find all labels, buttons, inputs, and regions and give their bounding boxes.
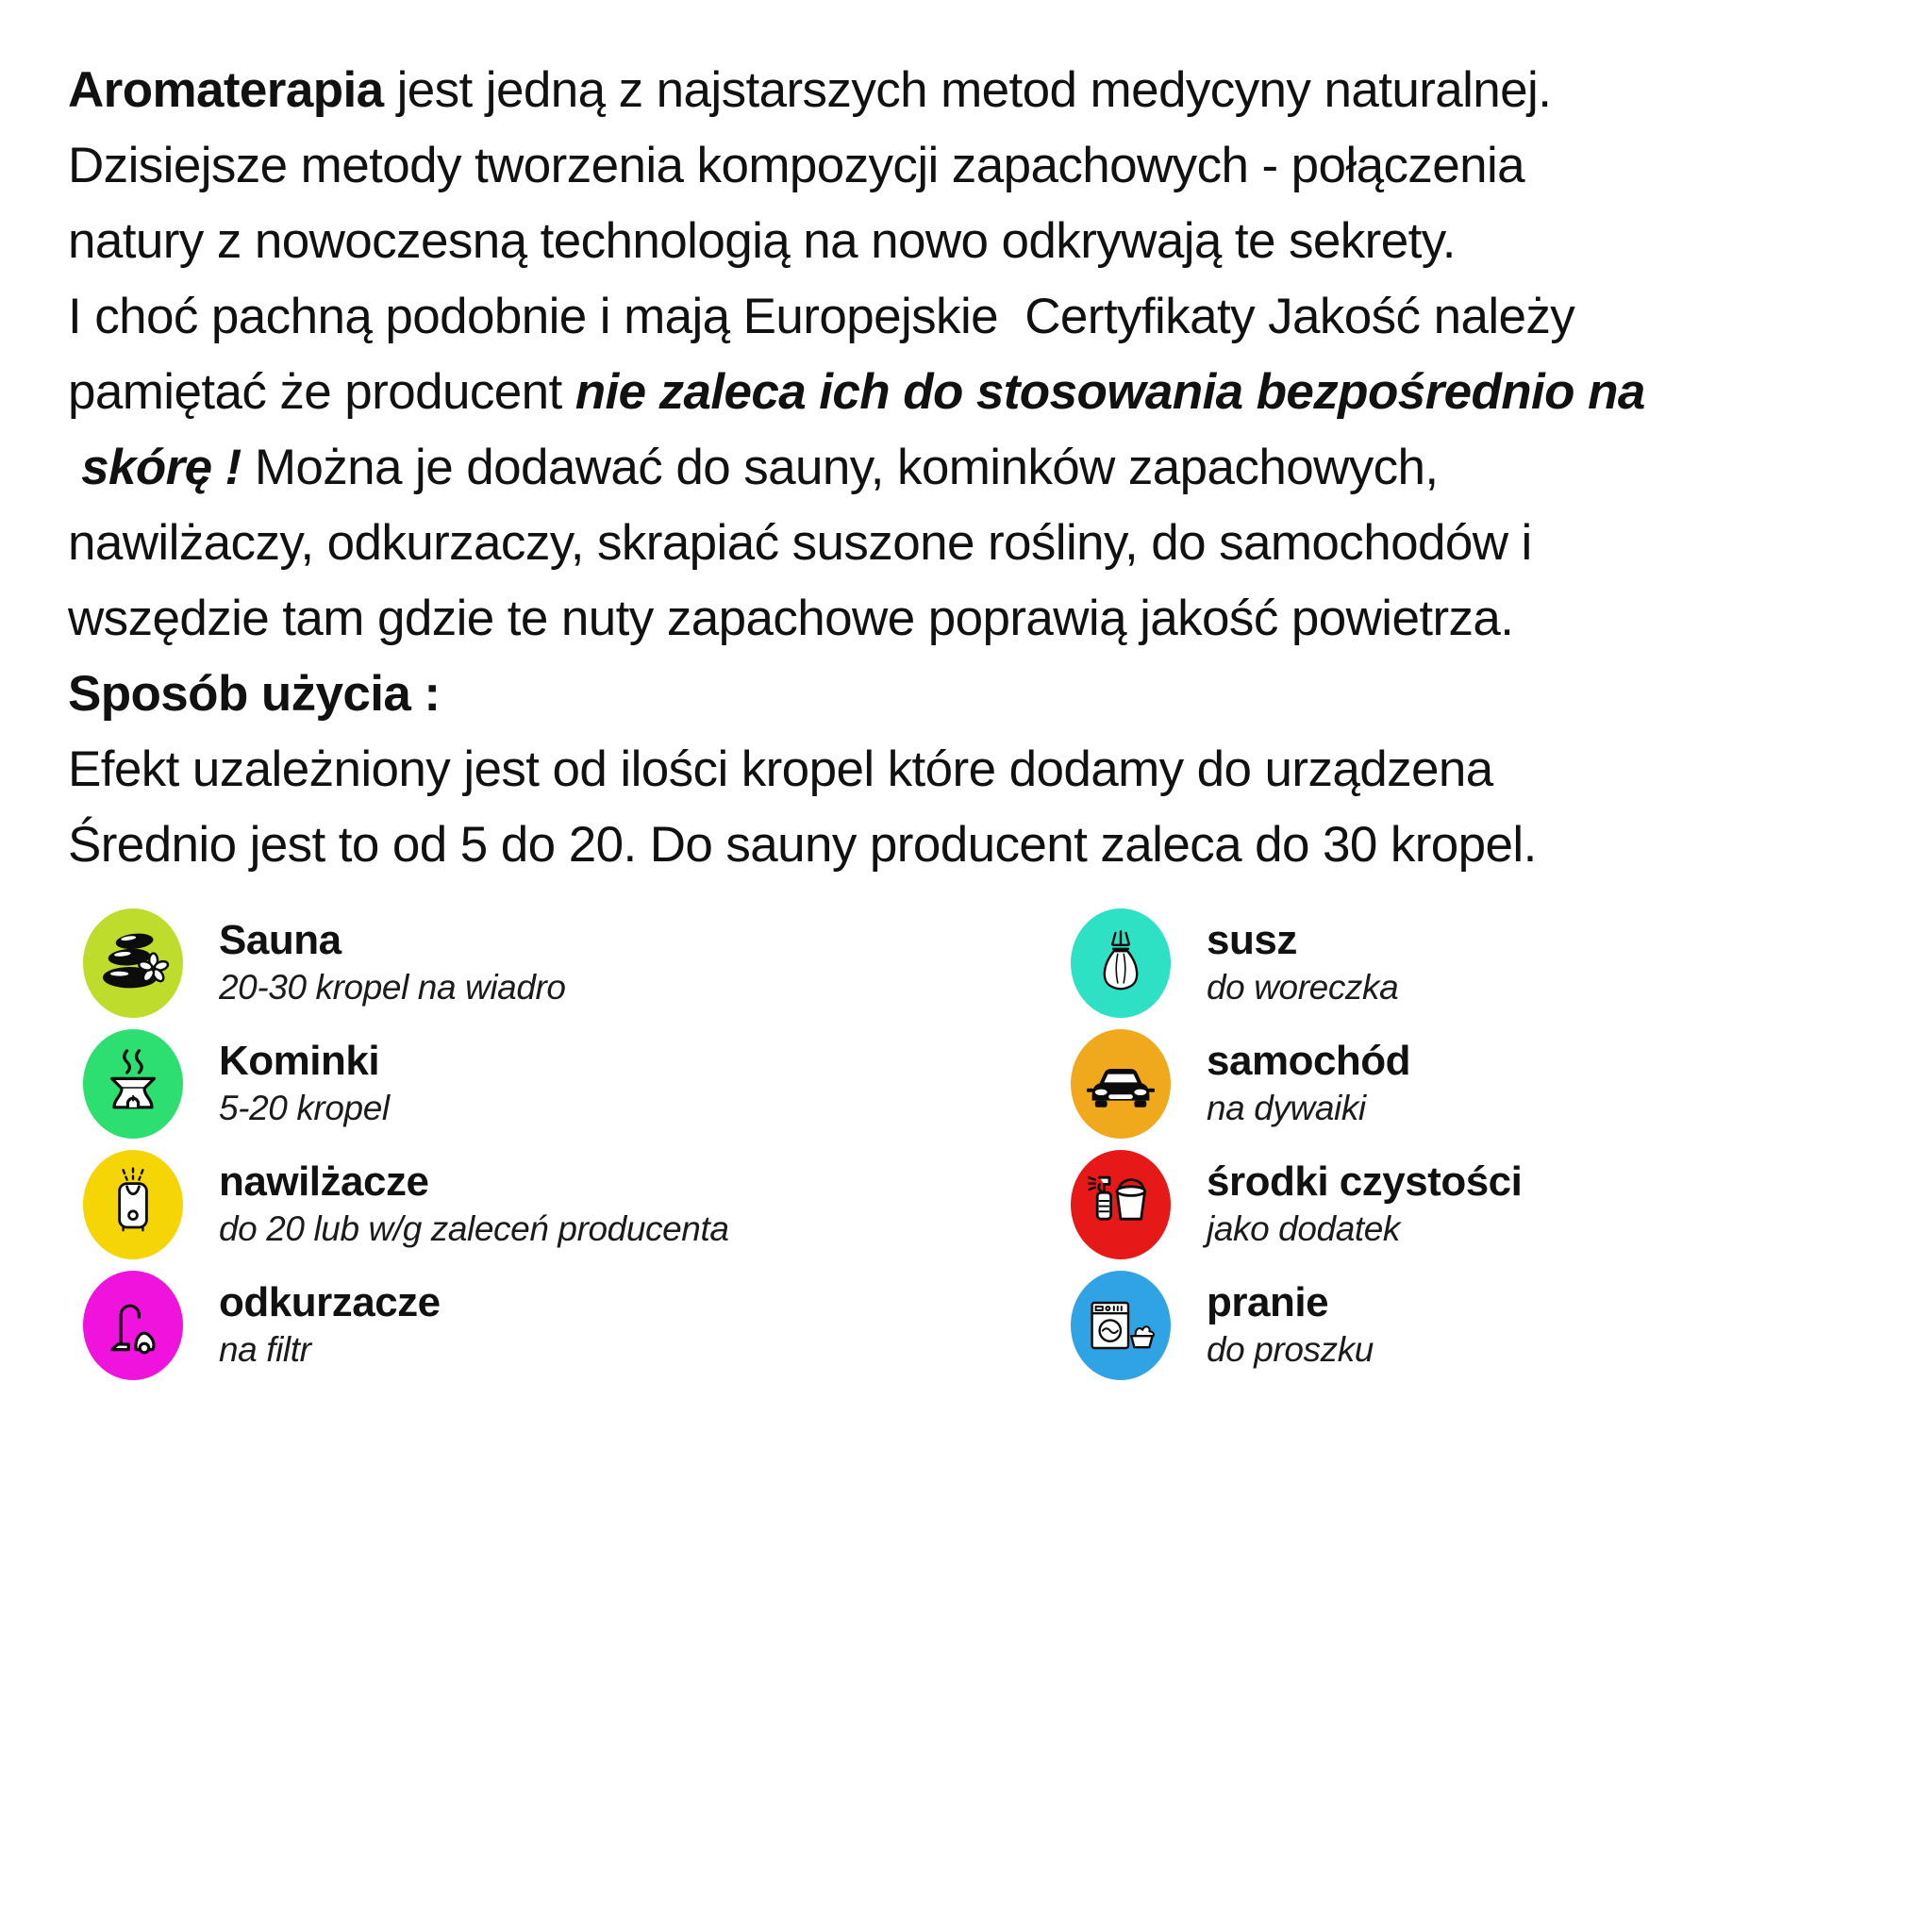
- srodki-czystosci-badge: [1071, 1150, 1171, 1259]
- intro-line-3: natury z nowoczesną technologią na nowo odkrywają te sekrety.: [68, 213, 1456, 269]
- intro-line-7: nawilżaczy, odkurzaczy, skrapiać suszone rośliny, do samochodów i: [68, 515, 1532, 571]
- usage-item-subtitle: do woreczka: [1207, 967, 1399, 1007]
- usage-item-samochod: [1071, 1028, 1932, 1140]
- usage-item-susz: [1071, 908, 1932, 1019]
- usage-item-labels: [1207, 1037, 1410, 1131]
- usage-item-title: Kominki: [219, 1038, 380, 1084]
- usage-item-title: susz: [1207, 917, 1297, 963]
- intro-line-10: Efekt uzależniony jest od ilości kropel które dodamy do urządzena: [68, 741, 1493, 797]
- odkurzacze-badge: [83, 1271, 183, 1380]
- usage-item-labels: [219, 916, 566, 1010]
- intro-line-6-warning: skórę !: [68, 440, 242, 495]
- intro-line-1-rest: jest jedną z najstarszych metod medycyny naturalnej.: [383, 62, 1552, 118]
- usage-item-labels: [219, 1278, 441, 1373]
- intro-line-2: Dzisiejsze metody tworzenia kompozycji zapachowych - połączenia: [68, 138, 1525, 193]
- humidifier-icon: [95, 1167, 171, 1242]
- samochod-badge: [1071, 1029, 1171, 1139]
- cleaning-supplies-icon: [1083, 1167, 1158, 1242]
- washing-machine-icon: [1083, 1288, 1158, 1363]
- usage-item-title: środki czystości: [1207, 1158, 1523, 1205]
- intro-line-6: [68, 430, 1894, 506]
- usage-column-left: [83, 908, 1071, 1381]
- usage-item-labels: [219, 1158, 729, 1252]
- kominki-badge: [83, 1029, 183, 1139]
- intro-line-5-plain: pamiętać że producent: [68, 364, 575, 420]
- usage-item-srodki-czystosci: [1071, 1149, 1932, 1260]
- car-icon: [1083, 1046, 1158, 1122]
- usage-item-subtitle: 5-20 kropel: [219, 1088, 390, 1127]
- intro-line-1: [68, 53, 1894, 128]
- usage-item-title: pranie: [1207, 1279, 1329, 1325]
- intro-line-8: wszędzie tam gdzie te nuty zapachowe poprawią jakość powietrza.: [68, 591, 1514, 646]
- usage-item-subtitle: na dywaiki: [1207, 1088, 1366, 1127]
- usage-item-title: odkurzacze: [219, 1279, 441, 1325]
- usage-item-sauna: [83, 908, 1071, 1019]
- susz-badge: [1071, 908, 1171, 1018]
- usage-item-title: nawilżacze: [219, 1158, 429, 1205]
- intro-line-5-warning: nie zaleca ich do stosowania bezpośrednio na: [575, 364, 1645, 420]
- sauna-badge: [83, 908, 183, 1018]
- usage-item-subtitle: do proszku: [1207, 1329, 1374, 1369]
- usage-item-pranie: [1071, 1270, 1932, 1381]
- usage-column-right: [1071, 908, 1932, 1381]
- usage-item-title: samochód: [1207, 1038, 1411, 1084]
- usage-item-subtitle: na filtr: [219, 1329, 311, 1369]
- usage-item-labels: [1207, 1278, 1374, 1373]
- intro-line-6-rest: Można je dodawać do sauny, kominków zapachowych,: [241, 440, 1439, 495]
- usage-item-kominki: [83, 1028, 1071, 1140]
- usage-item-labels: [1207, 916, 1398, 1010]
- usage-item-labels: [219, 1037, 390, 1131]
- usage-grid: [83, 908, 1932, 1381]
- vacuum-cleaner-icon: [95, 1288, 171, 1363]
- intro-line-11: Średnio jest to od 5 do 20. Do sauny producent zaleca do 30 kropel.: [68, 817, 1537, 873]
- usage-heading: Sposób użycia :: [68, 666, 441, 722]
- usage-item-labels: [1207, 1158, 1522, 1252]
- usage-item-odkurzacze: [83, 1270, 1071, 1381]
- spa-stones-icon: [95, 925, 171, 1001]
- sachet-icon: [1083, 925, 1158, 1001]
- intro-paragraph: [0, 0, 1932, 883]
- intro-line-4: I choć pachną podobnie i mają Europejskie Certyfikaty Jakość należy: [68, 289, 1575, 344]
- usage-item-subtitle: jako dodatek: [1207, 1208, 1401, 1248]
- nawilzacze-badge: [83, 1150, 183, 1259]
- aroma-burner-icon: [95, 1046, 171, 1122]
- intro-line-1-bold: Aromaterapia: [68, 62, 384, 118]
- intro-line-5: [68, 355, 1894, 430]
- usage-item-nawilzacze: [83, 1149, 1071, 1260]
- usage-item-title: Sauna: [219, 917, 341, 963]
- usage-item-subtitle: 20-30 kropel na wiadro: [219, 967, 566, 1007]
- usage-item-subtitle: do 20 lub w/g zaleceń producenta: [219, 1208, 729, 1248]
- pranie-badge: [1071, 1271, 1171, 1380]
